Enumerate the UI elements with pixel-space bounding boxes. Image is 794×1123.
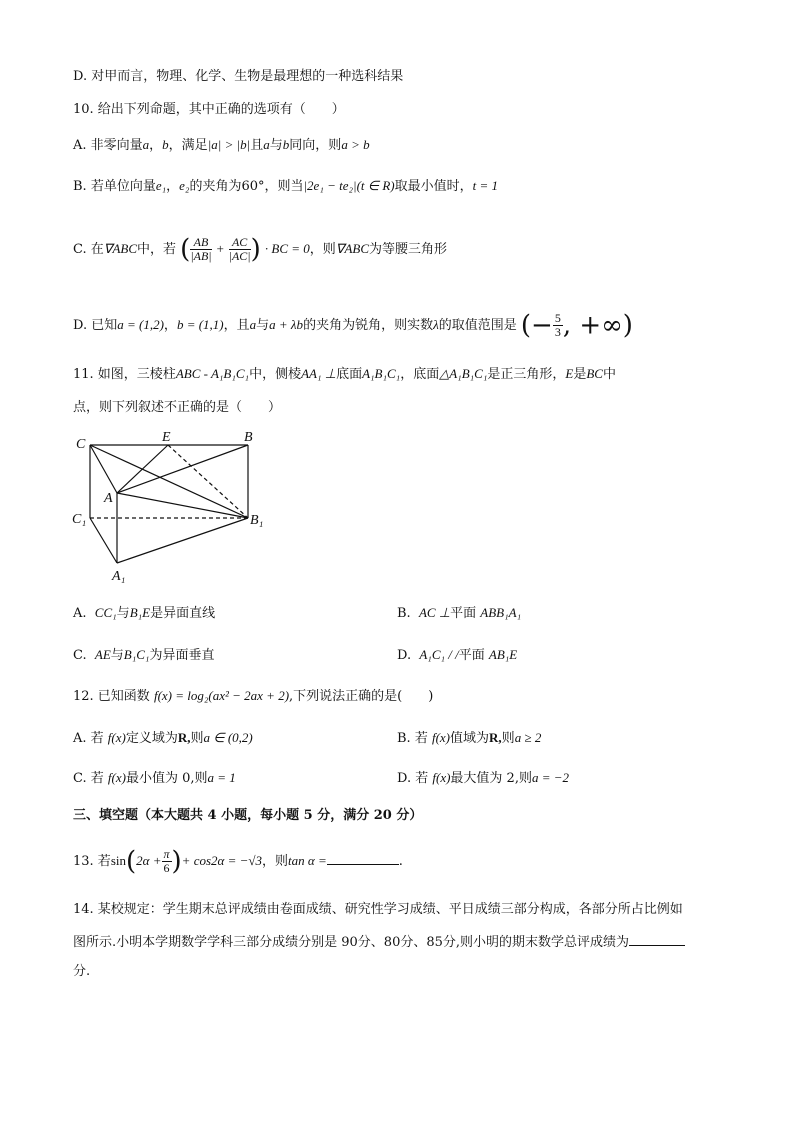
section-3-heading: 三、填空题（本大题共 4 小题，每小题 5 分，满分 20 分） — [73, 808, 423, 823]
label-B1: B₁ — [250, 513, 264, 528]
q10-option-d: D. 已知a = (1,2)，b = (1,1)，且a与a + λb的夹角为锐角，则实数λ的取值范围是 (− $\frac{5}{3}$ , +∞) — [73, 310, 633, 341]
q14-answer-blank[interactable] — [629, 933, 685, 946]
label-A: A — [104, 491, 113, 506]
prism-figure — [70, 430, 280, 585]
q13-answer-blank[interactable] — [327, 852, 399, 865]
q13: 13. 若sin(2α + $\frac{\pi}{6}$ )+ cos2α = −√3，则tan α = . — [73, 846, 403, 877]
q11-option-b: B. AC ⊥平面 ABB₁A₁ — [397, 605, 522, 621]
q10-option-b: B. 若单位向量e₁，e₂的夹角为60°，则当|2e₁ − te₂|(t ∈ R)取最小值时，t = 1 — [73, 178, 499, 194]
edge-A1B1 — [117, 518, 248, 563]
q11-option-c: C. AE与B₁C₁为异面垂直 — [73, 647, 215, 663]
q14-line2: 图所示.小明本学期数学学科三部分成绩分别是 90分、80分、85分,则小明的期末数学总评成绩为 — [73, 933, 685, 953]
q12-option-b: B. 若 f(x)值域为R,则a ≥ 2 — [397, 730, 542, 746]
q14-line1: 14. 某校规定：学生期末总评成绩由卷面成绩、研究性学习成绩、平日成绩三部分构成，各部分所占比例如 — [73, 902, 683, 917]
q11-stem-line1: 11. 如图，三棱柱ABC - A₁B₁C₁中，侧棱AA₁ ⊥底面A₁B₁C₁，底面△A₁B₁C₁是正三角形，E是BC中 — [73, 366, 616, 382]
q12-option-d: D. 若 f(x)最大值为 2,则a = −2 — [397, 770, 570, 786]
label-B: B — [244, 430, 253, 445]
q11-option-d: D. A₁C₁ / /平面 AB₁E — [397, 647, 518, 663]
q9-option-d: D. 对甲而言，物理、化学、生物是最理想的一种选科结果 — [73, 69, 404, 84]
q14-line3: 分. — [73, 964, 91, 979]
q11-stem-line2: 点，则下列叙述不正确的是（ ） — [73, 400, 282, 415]
q12-option-c: C. 若 f(x)最小值为 0,则a = 1 — [73, 770, 236, 786]
q12-option-a: A. 若 f(x)定义域为R,则a ∈ (0,2) — [73, 730, 253, 746]
edge-AB1 — [117, 493, 248, 518]
edge-CB1 — [90, 445, 248, 518]
q11-option-a: A. CC₁与B₁E是异面直线 — [73, 605, 216, 621]
label-C1: C₁ — [72, 512, 87, 527]
label-E: E — [162, 430, 171, 445]
q10-option-a: A. 非零向量a，b，满足|a| > |b|且a与b同向，则a > b — [73, 137, 370, 153]
label-C: C — [76, 437, 86, 452]
edge-C1A1 — [90, 518, 117, 563]
q12-stem: 12. 已知函数 f(x) = log₂(ax² − 2ax + 2),下列说法正确的是( ) — [73, 688, 434, 704]
label-A1: A₁ — [112, 569, 126, 584]
edge-AB — [117, 445, 248, 493]
q10-stem: 10. 给出下列命题，其中正确的选项有（ ） — [73, 102, 345, 117]
q10-option-c: C. 在∇ABC中，若 ( $\frac{AB}{|AB|}$ + $\frac{AC}{|AC|}$ ) · BC = 0，则∇ABC为等腰三角形 — [73, 234, 448, 265]
edge-EB1-hidden — [168, 445, 248, 518]
edge-CA — [90, 445, 117, 493]
